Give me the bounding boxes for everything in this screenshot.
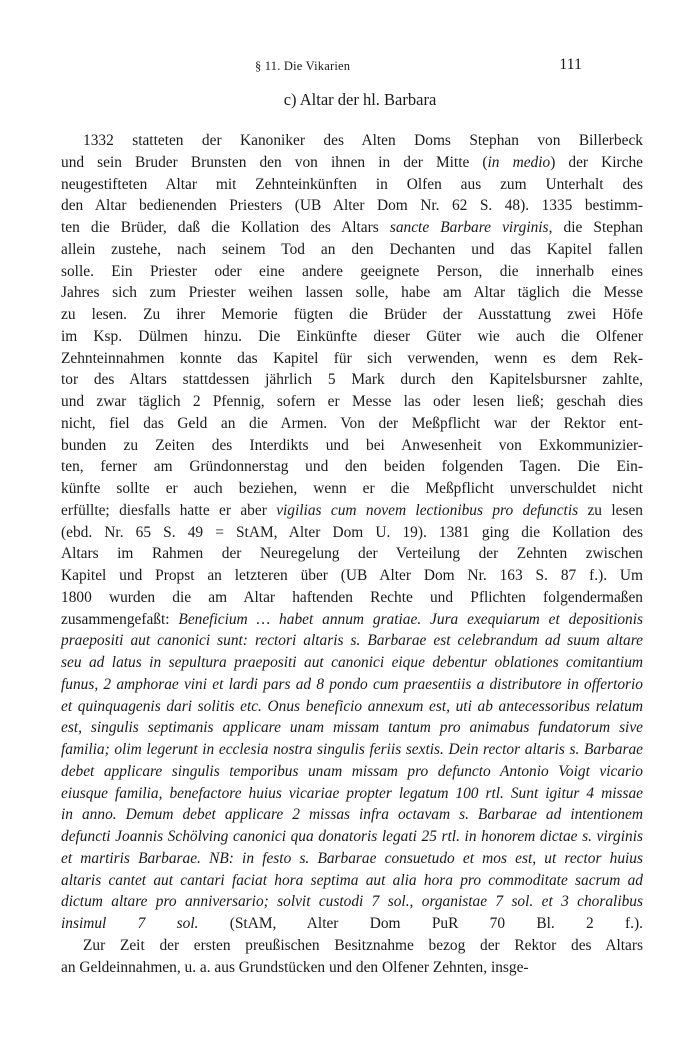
latin-quote: in medio — [487, 153, 551, 171]
latin-quote: insimul 7 sol. — [61, 915, 199, 932]
text-line: den Altar bedienenden Priesters (UB Alter Dom Nr. 62 S. 48). 1335 bestimm- — [61, 197, 643, 215]
latin-quote: est, singulis septimanis applicare unam missam tantum pro animabus fundatorum sive — [61, 719, 643, 737]
text-line: zu lesen. Zu ihrer Memorie fügten die Brüder der Ausstattung zwei Höfe — [61, 306, 643, 323]
latin-quote: praepositi aut canonici sunt: rectori altaris s. Barbarae est celebrandum ad suum altare — [61, 632, 643, 650]
text-line: erfüllte; diesfalls hatte er aber vigilias cum novem lectionibus pro defunctis zu lesen — [61, 501, 643, 519]
text-line — [61, 696, 643, 718]
latin-quote: in anno. Demum debet applicare 2 missas infra octavam s. Barbarae ad intentionem — [61, 806, 643, 824]
paragraph — [61, 935, 643, 979]
text-line: insimul 7 sol. (StAM, Alter Dom PuR 70 Bl. 2 f.). — [61, 915, 643, 932]
latin-quote: altaris cantet aut cantari faciat hora septima aut alia hora pro commoditate sacrum ad — [61, 871, 643, 889]
text-line — [61, 630, 643, 652]
text-line: Zehnteinnahmen konnte das Kapitel für sich verwenden, wenn es dem Rek- — [61, 349, 643, 367]
text-line: im Ksp. Dülmen hinzu. Die Einkünfte dieser Güter wie auch die Olfener — [61, 327, 643, 345]
text-line — [61, 761, 643, 783]
text-line: Jahres sich zum Priester weihen lassen solle, habe am Altar täglich die Messe — [61, 284, 643, 302]
latin-quote: vigilias cum novem lectionibus pro defunctis — [276, 501, 579, 519]
text-line: zusammengefaßt: Beneficium … habet annum gratiae. Jura exequiarum et depositionis — [61, 610, 643, 628]
latin-quote: dictum altare pro anniversario; solvit custodi 7 sol., organistae 7 sol. et 3 choralibus — [61, 893, 643, 911]
text-line: 1332 statteten der Kanoniker des Alten Doms Stephan von Billerbeck — [83, 132, 643, 149]
latin-quote: sancte Barbare virginis — [389, 219, 549, 236]
text-line — [61, 891, 643, 913]
text-line: Zur Zeit der ersten preußischen Besitznahme bezog der Rektor des Altars — [83, 936, 643, 954]
text-line: bunden zu Zeiten des Interdikts und bei Anwesenheit von Exkommunizier- — [61, 436, 643, 454]
text-line — [61, 870, 643, 892]
latin-quote: et quinquagenis dari solitis etc. Onus beneficio annexum est, uti ab antecessoribus relatum — [61, 697, 643, 715]
running-head: § 11. Die Vikarien — [255, 59, 351, 73]
text-line: Kapitel und Propst an letzteren über (UB Alter Dom Nr. 163 S. 87 f.). Um — [61, 567, 643, 584]
body-text — [61, 130, 643, 978]
text-line — [61, 826, 643, 848]
text-line: 1800 wurden die am Altar haftenden Rechte und Pflichten folgendermaßen — [61, 588, 643, 606]
text-line: nicht, fiel das Geld an die Armen. Von der Meßpflicht war der Rektor ent- — [61, 414, 643, 432]
text-line — [61, 783, 643, 805]
text-line: allein zustehe, nach seinem Tod an den Dechanten und das Kapitel fallen — [61, 240, 643, 258]
text-line — [61, 674, 643, 696]
text-line: künfte sollte er auch beziehen, wenn er die Meßpflicht unverschuldet nicht — [61, 480, 643, 497]
text-line: an Geldeinnahmen, u. a. aus Grundstücken und den Olfener Zehnten, insge- — [61, 958, 529, 976]
text-line: und sein Bruder Brunsten den von ihnen in der Mitte (in medio) der Kirche — [61, 153, 644, 171]
text-line: solle. Ein Priester oder eine andere geeignete Person, die innerhalb eines — [61, 262, 643, 280]
text-line: ten die Brüder, daß die Kollation des Altars sancte Barbare virginis, die Stephan — [61, 219, 644, 236]
text-line: Altars im Rahmen der Neuregelung der Verteilung der Zehnten zwischen — [61, 545, 643, 563]
latin-quote: funus, 2 amphorae vini et lardi pars ad 8 pondo cum praesentiis a distributore in offertorio — [61, 675, 643, 693]
text-line — [61, 652, 643, 674]
text-line — [61, 848, 643, 870]
latin-quote: seu ad latus in sepultura praepositi aut canonici eique debentur oblationes comitantium — [61, 654, 643, 671]
section-title: c) Altar der hl. Barbara — [283, 90, 437, 109]
latin-quote: debet applicare singulis temporibus unam missam pro defuncto Antonio Voigt vicario — [61, 762, 643, 780]
page-number: 111 — [559, 56, 582, 73]
text-line: neugestifteten Altar mit Zehnteinkünften in Olfen aus zum Unterhalt des — [61, 175, 643, 193]
latin-quote: et martiris Barbarae. NB: in festo s. Barbarae consuetudo et mos est, ut rector huius — [61, 849, 643, 867]
text-line: und zwar täglich 2 Pfennig, sofern er Messe las oder lesen ließ; geschah dies — [61, 393, 643, 410]
latin-quote: Beneficium … habet annum gratiae. Jura exequiarum et depositionis — [178, 610, 643, 628]
text-line — [61, 739, 643, 761]
latin-quote: defuncti Joannis Schölving canonici qua donatoris legati 25 rtl. in honorem dictae s. virginis — [61, 828, 643, 845]
text-line: (ebd. Nr. 65 S. 49 = StAM, Alter Dom U. 19). 1381 ging die Kollation des — [61, 523, 643, 541]
latin-quote: familia; olim legerunt in ecclesia nostra singulis feriis sextis. Dein rector altaris s. Barbarae — [61, 741, 643, 758]
text-line — [61, 804, 643, 826]
text-line: tor des Altars stattdessen jährlich 5 Mark durch den Kapitelsbursner zahlte, — [61, 371, 643, 389]
text-line: ten, ferner am Gründonnerstag und den beiden folgenden Tagen. Die Ein- — [61, 458, 643, 476]
latin-quote: eiusque familia, benefactore huius vicariae propter legatum 100 rtl. Sunt igitur 4 missae — [61, 784, 643, 802]
paragraph — [61, 130, 643, 935]
text-line — [61, 717, 643, 739]
